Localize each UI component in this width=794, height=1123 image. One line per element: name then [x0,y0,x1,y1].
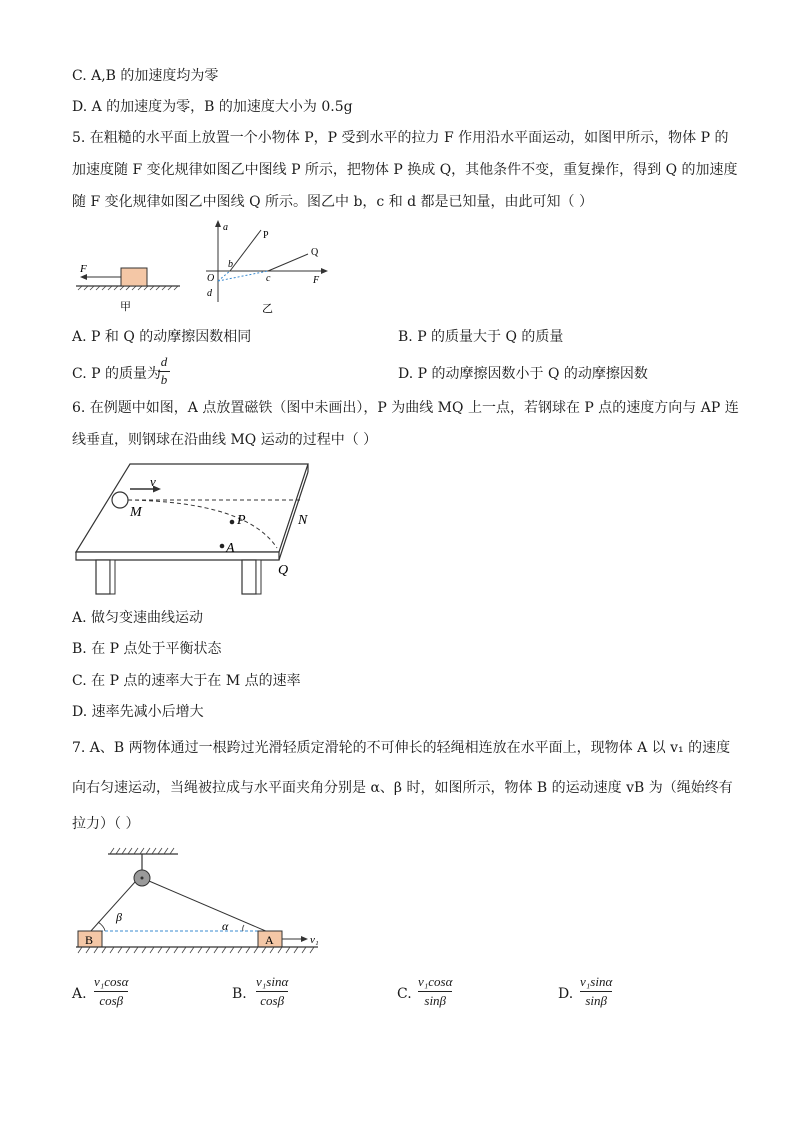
q5-yi-line-q: Q [311,247,319,258]
q5-jia-caption: 甲 [120,301,131,313]
q6-table-figure [72,460,322,600]
q5-yi-axis-f: F [313,275,320,286]
q7-option-d-label: D. [558,986,574,1002]
q5-stem-line2: 加速度随 F 变化规律如图乙中图线 P 所示，把物体 P 换成 Q，其他条件不变，重复操作，得到 Q 的加速度 [72,162,738,178]
q7-option-b-denominator: cosβ [256,991,288,1009]
q7-angle-alpha: α [222,919,229,933]
q5-yi-point-c: c [266,273,271,284]
q5-stem-line3: 随 F 变化规律如图乙中图线 Q 所示。图乙中 b，c 和 d 都是已知量，由此可知（ ） [72,194,594,210]
q6-option-b: B. 在 P 点处于平衡状态 [72,641,222,657]
q5-option-c-denominator: b [158,371,170,388]
q5-option-d: D. P 的动摩擦因数小于 Q 的动摩擦因数 [398,366,648,382]
q7-stem-line2: 向右匀速运动，当绳被拉成与水平面夹角分别是 α、β 时，如图所示，物体 B 的运动速度 vB 为（绳始终有 [72,780,733,796]
q7-option-d-fraction [580,974,612,1009]
q6-option-c: C. 在 P 点的速率大于在 M 点的速率 [72,673,301,689]
q7-option-a-denominator: cosβ [94,991,128,1009]
q7-stem-line1: 7. A、B 两物体通过一根跨过光滑轻质定滑轮的不可伸长的轻绳相连放在水平面上，现物体 A 以 v₁ 的速度 [72,740,731,756]
q7-stem-line3: 拉力）（ ） [72,816,140,832]
q5-figure-jia [72,250,184,320]
q5-yi-point-d: d [207,288,212,299]
q5-jia-force-label: F [80,263,87,275]
q7-options-row [72,974,772,1024]
q7-option-d-numerator: v₁sinα [580,974,613,989]
q5-figure-yi [196,218,336,320]
q5-yi-origin: O [207,273,215,284]
q7-option-b-label: B. [232,986,247,1002]
q7-velocity-v1: v₁ [310,934,319,946]
q5-yi-line-p: P [263,230,269,241]
q6-stem-line1: 6. 在例题中如图，A 点放置磁铁（图中未画出），P 为曲线 MQ 上一点，若钢球在 P 点的速度方向与 AP 连 [72,400,739,416]
q6-option-d: D. 速率先减小后增大 [72,704,204,720]
q7-option-b-fraction [256,974,288,1009]
q6-point-n: N [298,513,308,528]
q5-yi-caption: 乙 [262,303,273,315]
q7-option-a-label: A. [72,986,87,1002]
q7-option-b-numerator: v₁sinα [256,974,289,989]
q4-option-d: D. A 的加速度为零，B 的加速度大小为 0.5g [72,99,353,115]
q7-option-c-denominator: sinβ [418,991,452,1009]
q5-option-c: C. P 的质量为 [72,366,161,382]
q7-option-c-numerator: v₁cosα [418,974,453,989]
q6-point-p: P [237,513,246,528]
q6-point-m: M [130,505,142,520]
q7-option-a-fraction [94,974,128,1009]
q5-option-c-fraction [158,354,170,388]
q6-velocity-label: v [150,474,156,489]
q5-yi-axis-a: a [223,222,228,233]
q7-pulley-figure [72,842,328,962]
q7-option-d-denominator: sinβ [580,991,612,1009]
q6-stem-line2: 线垂直，则钢球在沿曲线 MQ 运动的过程中（ ） [72,432,378,448]
q4-option-c: C. A,B 的加速度均为零 [72,68,219,84]
q5-yi-point-b: b [228,259,233,270]
q6-option-a: A. 做匀变速曲线运动 [72,610,204,626]
q5-stem-line1: 5. 在粗糙的水平面上放置一个小物体 P，P 受到水平的拉力 F 作用沿水平面运动，如图甲所示，物体 P 的 [72,130,729,146]
q5-option-b: B. P 的质量大于 Q 的质量 [398,329,564,345]
q7-option-c-fraction [418,974,452,1009]
q5-option-c-numerator: d [160,354,168,369]
q7-option-c-label: C. [397,986,412,1002]
q7-angle-beta: β [116,910,122,924]
q7-block-a-label: A [265,933,274,947]
q7-option-a-numerator: v₁cosα [94,974,129,989]
q6-point-q: Q [278,563,289,578]
q6-point-a: A [226,541,235,556]
q7-block-b-label: B [85,933,94,947]
q5-option-a: A. P 和 Q 的动摩擦因数相同 [72,329,252,345]
